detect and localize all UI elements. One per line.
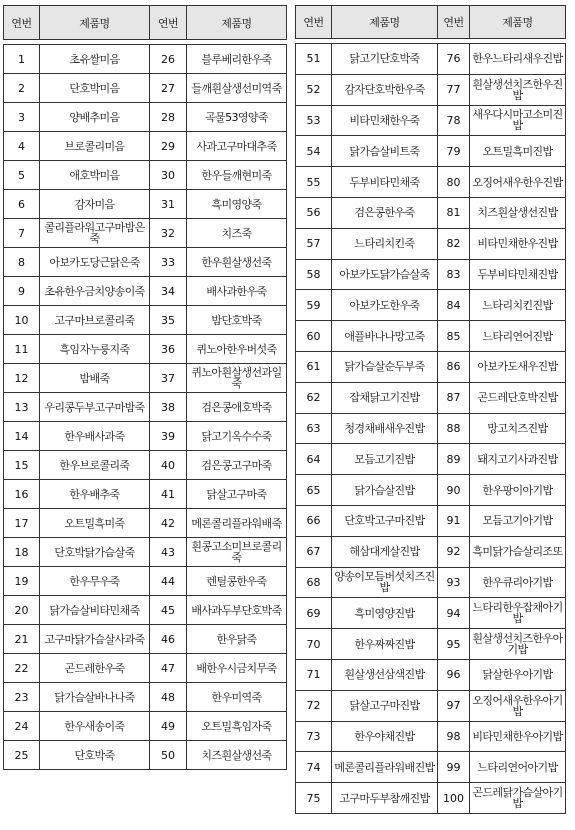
row-number: 85 xyxy=(438,321,470,352)
row-number: 33 xyxy=(150,248,187,277)
row-number: 100 xyxy=(438,783,470,814)
table-row xyxy=(296,690,566,721)
product-name: 닭살한우아기밥 xyxy=(470,659,566,690)
product-name: 치즈흰살생선죽 xyxy=(187,741,287,770)
row-number: 6 xyxy=(4,190,40,219)
table-row xyxy=(296,228,566,259)
product-name: 메론콜리플라워배죽 xyxy=(187,509,287,538)
table-row xyxy=(296,598,566,629)
table-row xyxy=(4,219,287,248)
table-row xyxy=(4,103,287,132)
row-number: 74 xyxy=(296,752,332,783)
row-number: 63 xyxy=(296,413,332,444)
row-number: 64 xyxy=(296,444,332,475)
row-number: 97 xyxy=(438,690,470,721)
header-no: 연번 xyxy=(438,6,470,39)
header-name: 제품명 xyxy=(470,6,566,39)
row-number: 21 xyxy=(4,625,40,654)
product-name: 흰살생선치즈한우진밥 xyxy=(470,74,566,105)
row-number: 83 xyxy=(438,259,470,290)
product-name: 닭고기옥수수죽 xyxy=(187,422,287,451)
row-number: 2 xyxy=(4,74,40,103)
product-name: 흰살생선삼색진밥 xyxy=(332,659,438,690)
table-row xyxy=(4,538,287,567)
row-number: 34 xyxy=(150,277,187,306)
product-name: 콜리플라워고구마밤은죽 xyxy=(40,219,150,248)
table-body xyxy=(4,40,287,770)
product-name: 오트밀흑미진밥 xyxy=(470,136,566,167)
product-name: 망고치즈진밥 xyxy=(470,413,566,444)
row-number: 98 xyxy=(438,721,470,752)
header-no: 연번 xyxy=(296,6,332,39)
row-number: 89 xyxy=(438,444,470,475)
product-name: 아보카도당근닭은죽 xyxy=(40,248,150,277)
product-name: 한우배추죽 xyxy=(40,480,150,509)
product-name: 양송이모듬버섯치즈진밥 xyxy=(332,567,438,598)
row-number: 72 xyxy=(296,690,332,721)
product-name: 모듬고기아기밥 xyxy=(470,505,566,536)
product-name: 초유한우금치양송이죽 xyxy=(40,277,150,306)
row-number: 17 xyxy=(4,509,40,538)
row-number: 73 xyxy=(296,721,332,752)
table-row xyxy=(4,364,287,393)
row-number: 57 xyxy=(296,228,332,259)
table-row xyxy=(4,161,287,190)
row-number: 90 xyxy=(438,475,470,506)
product-name: 한우브로콜리죽 xyxy=(40,451,150,480)
row-number: 24 xyxy=(4,712,40,741)
row-number: 18 xyxy=(4,538,40,567)
row-number: 40 xyxy=(150,451,187,480)
row-number: 25 xyxy=(4,741,40,770)
table-row xyxy=(4,451,287,480)
product-name: 흰콩고소미브로콜리죽 xyxy=(187,538,287,567)
row-number: 70 xyxy=(296,629,332,660)
row-number: 15 xyxy=(4,451,40,480)
product-name: 느타리연어진밥 xyxy=(470,321,566,352)
product-name: 양배추미음 xyxy=(40,103,150,132)
table-row xyxy=(296,351,566,382)
table-row xyxy=(296,536,566,567)
product-name: 배한우시금치무죽 xyxy=(187,654,287,683)
product-name: 곤드레닭가슴살아기밥 xyxy=(470,783,566,814)
row-number: 9 xyxy=(4,277,40,306)
product-name: 잡채닭고기진밥 xyxy=(332,382,438,413)
product-name: 닭살고구마죽 xyxy=(187,480,287,509)
row-number: 14 xyxy=(4,422,40,451)
row-number: 32 xyxy=(150,219,187,248)
product-name: 검은콩한우죽 xyxy=(332,197,438,228)
product-name: 느타리치킨죽 xyxy=(332,228,438,259)
product-name: 닭가슴살진밥 xyxy=(332,475,438,506)
product-name: 돼지고기사과진밥 xyxy=(470,444,566,475)
product-name: 닭가슴살바나나죽 xyxy=(40,683,150,712)
row-number: 99 xyxy=(438,752,470,783)
product-name: 아보카도닭가슴살죽 xyxy=(332,259,438,290)
product-name: 단호박닭가슴살죽 xyxy=(40,538,150,567)
table-row xyxy=(296,752,566,783)
row-number: 42 xyxy=(150,509,187,538)
product-name: 비타민채한우진밥 xyxy=(470,228,566,259)
row-number: 71 xyxy=(296,659,332,690)
row-number: 3 xyxy=(4,103,40,132)
table-row xyxy=(4,654,287,683)
product-name: 두부비타민채죽 xyxy=(332,167,438,198)
row-number: 35 xyxy=(150,306,187,335)
row-number: 86 xyxy=(438,351,470,382)
product-name: 고구마브로콜리죽 xyxy=(40,306,150,335)
table-row xyxy=(4,741,287,770)
row-number: 62 xyxy=(296,382,332,413)
table-row xyxy=(296,413,566,444)
product-name: 밤배죽 xyxy=(40,364,150,393)
product-name: 한우짜짜진밥 xyxy=(332,629,438,660)
table-row xyxy=(4,683,287,712)
product-name: 흑미영양진밥 xyxy=(332,598,438,629)
table-row xyxy=(4,509,287,538)
table-row xyxy=(296,629,566,660)
product-name: 고구마닭가슴살사과죽 xyxy=(40,625,150,654)
product-name: 애호박미음 xyxy=(40,161,150,190)
table-row xyxy=(296,321,566,352)
row-number: 7 xyxy=(4,219,40,248)
product-name: 퀴노아한우버섯죽 xyxy=(187,335,287,364)
row-number: 77 xyxy=(438,74,470,105)
product-name: 한우흰살생선죽 xyxy=(187,248,287,277)
product-name: 한우들깨현미죽 xyxy=(187,161,287,190)
product-name: 우리콩두부고구마밤죽 xyxy=(40,393,150,422)
row-number: 52 xyxy=(296,74,332,105)
table-row xyxy=(4,712,287,741)
table-row xyxy=(296,382,566,413)
product-name: 흑임자누룽지죽 xyxy=(40,335,150,364)
row-number: 75 xyxy=(296,783,332,814)
row-number: 16 xyxy=(4,480,40,509)
row-number: 38 xyxy=(150,393,187,422)
table-row xyxy=(4,277,287,306)
row-number: 94 xyxy=(438,598,470,629)
row-number: 8 xyxy=(4,248,40,277)
product-name: 브로콜리미음 xyxy=(40,132,150,161)
row-number: 61 xyxy=(296,351,332,382)
product-name: 퀴노아흰살생선과일죽 xyxy=(187,364,287,393)
row-number: 50 xyxy=(150,741,187,770)
table-row xyxy=(296,105,566,136)
row-number: 27 xyxy=(150,74,187,103)
row-number: 20 xyxy=(4,596,40,625)
product-name: 초유쌀미음 xyxy=(40,45,150,74)
product-name: 곡물53영양죽 xyxy=(187,103,287,132)
row-number: 23 xyxy=(4,683,40,712)
row-number: 54 xyxy=(296,136,332,167)
row-number: 46 xyxy=(150,625,187,654)
header-no: 연번 xyxy=(4,6,40,40)
row-number: 31 xyxy=(150,190,187,219)
product-name: 블루베리한우죽 xyxy=(187,45,287,74)
row-number: 13 xyxy=(4,393,40,422)
product-name: 오징어새우한우진밥 xyxy=(470,167,566,198)
product-name: 검은콩고구마죽 xyxy=(187,451,287,480)
row-number: 44 xyxy=(150,567,187,596)
product-name: 오트밀흑임자죽 xyxy=(187,712,287,741)
row-number: 78 xyxy=(438,105,470,136)
row-number: 80 xyxy=(438,167,470,198)
table-row xyxy=(296,505,566,536)
product-name: 아보카도한우죽 xyxy=(332,290,438,321)
row-number: 91 xyxy=(438,505,470,536)
product-name: 고구마두부참깨진밥 xyxy=(332,783,438,814)
product-name: 한우새송이죽 xyxy=(40,712,150,741)
row-number: 92 xyxy=(438,536,470,567)
product-name: 한우큐리아기밥 xyxy=(470,567,566,598)
row-number: 58 xyxy=(296,259,332,290)
table-row xyxy=(4,625,287,654)
row-number: 76 xyxy=(438,44,470,75)
row-number: 65 xyxy=(296,475,332,506)
table-row xyxy=(296,659,566,690)
product-name: 단호박죽 xyxy=(40,741,150,770)
product-name: 단호박고구마진밥 xyxy=(332,505,438,536)
row-number: 68 xyxy=(296,567,332,598)
product-name: 닭고기단호박죽 xyxy=(332,44,438,75)
header-no: 연번 xyxy=(150,6,187,40)
table-row xyxy=(296,783,566,814)
row-number: 96 xyxy=(438,659,470,690)
row-number: 22 xyxy=(4,654,40,683)
table-row xyxy=(296,475,566,506)
product-name: 오징어새우한우아기밥 xyxy=(470,690,566,721)
row-number: 66 xyxy=(296,505,332,536)
product-name: 메론콜리플라워배진밥 xyxy=(332,752,438,783)
row-number: 36 xyxy=(150,335,187,364)
row-number: 55 xyxy=(296,167,332,198)
product-name: 느타리한우잡채아기밥 xyxy=(470,598,566,629)
row-number: 28 xyxy=(150,103,187,132)
row-number: 79 xyxy=(438,136,470,167)
row-number: 10 xyxy=(4,306,40,335)
header-name: 제품명 xyxy=(40,6,150,40)
product-table-right xyxy=(295,5,566,814)
product-name: 비타민채한우죽 xyxy=(332,105,438,136)
product-name: 한우느타리새우진밥 xyxy=(470,44,566,75)
table-row xyxy=(296,444,566,475)
header-name: 제품명 xyxy=(187,6,287,40)
row-number: 45 xyxy=(150,596,187,625)
product-name: 비타민채한우아기밥 xyxy=(470,721,566,752)
product-name: 느타리치킨진밥 xyxy=(470,290,566,321)
table-body xyxy=(296,39,566,814)
product-name: 한우닭죽 xyxy=(187,625,287,654)
row-number: 26 xyxy=(150,45,187,74)
product-name: 아보카도새우진밥 xyxy=(470,351,566,382)
table-row xyxy=(296,74,566,105)
table-row xyxy=(4,45,287,74)
product-name: 닭가슴살비트죽 xyxy=(332,136,438,167)
product-name: 밤단호박죽 xyxy=(187,306,287,335)
table-row xyxy=(4,393,287,422)
row-number: 47 xyxy=(150,654,187,683)
row-number: 59 xyxy=(296,290,332,321)
product-name: 한우팡이아기밥 xyxy=(470,475,566,506)
product-name: 검은콩애호박죽 xyxy=(187,393,287,422)
row-number: 67 xyxy=(296,536,332,567)
table-row xyxy=(4,74,287,103)
row-number: 49 xyxy=(150,712,187,741)
product-name: 청경채배새우진밥 xyxy=(332,413,438,444)
row-number: 12 xyxy=(4,364,40,393)
table-row xyxy=(4,596,287,625)
product-name: 곤드레단호박진밥 xyxy=(470,382,566,413)
product-name: 닭가슴살순두부죽 xyxy=(332,351,438,382)
row-number: 93 xyxy=(438,567,470,598)
table-row xyxy=(296,290,566,321)
product-name: 배사과한우죽 xyxy=(187,277,287,306)
row-number: 11 xyxy=(4,335,40,364)
product-name: 치즈죽 xyxy=(187,219,287,248)
row-number: 51 xyxy=(296,44,332,75)
product-name: 사과고구마대추죽 xyxy=(187,132,287,161)
row-number: 56 xyxy=(296,197,332,228)
row-number: 60 xyxy=(296,321,332,352)
product-name: 해삼대게살진밥 xyxy=(332,536,438,567)
row-number: 41 xyxy=(150,480,187,509)
table-row xyxy=(296,44,566,75)
table-header-row xyxy=(296,6,566,39)
row-number: 82 xyxy=(438,228,470,259)
table-row xyxy=(296,567,566,598)
row-number: 53 xyxy=(296,105,332,136)
row-number: 84 xyxy=(438,290,470,321)
row-number: 95 xyxy=(438,629,470,660)
product-name: 감자단호박한우죽 xyxy=(332,74,438,105)
product-name: 흑미닭가슴살리조또 xyxy=(470,536,566,567)
table-header-row xyxy=(4,6,287,40)
row-number: 81 xyxy=(438,197,470,228)
table-row xyxy=(4,480,287,509)
table-row xyxy=(296,197,566,228)
row-number: 69 xyxy=(296,598,332,629)
product-name: 흑미영양죽 xyxy=(187,190,287,219)
table-row xyxy=(4,306,287,335)
product-name: 한우무우죽 xyxy=(40,567,150,596)
header-name: 제품명 xyxy=(332,6,438,39)
row-number: 19 xyxy=(4,567,40,596)
product-name: 흰살생선치즈한우아기밥 xyxy=(470,629,566,660)
product-name: 곤드레한우죽 xyxy=(40,654,150,683)
product-name: 모듬고기진밥 xyxy=(332,444,438,475)
product-name: 새우다시마고소미진밥 xyxy=(470,105,566,136)
row-number: 87 xyxy=(438,382,470,413)
table-row xyxy=(4,567,287,596)
product-name: 닭가슴살비타민채죽 xyxy=(40,596,150,625)
table-row xyxy=(4,335,287,364)
product-name: 한우배사과죽 xyxy=(40,422,150,451)
table-row xyxy=(296,167,566,198)
product-name: 닭살고구마진밥 xyxy=(332,690,438,721)
product-name: 한우미역죽 xyxy=(187,683,287,712)
row-number: 1 xyxy=(4,45,40,74)
table-row xyxy=(4,422,287,451)
product-name: 오트밀흑미죽 xyxy=(40,509,150,538)
product-name: 두부비타민채진밥 xyxy=(470,259,566,290)
row-number: 39 xyxy=(150,422,187,451)
table-row xyxy=(4,190,287,219)
product-name: 들깨흰살생선미역죽 xyxy=(187,74,287,103)
table-row xyxy=(4,248,287,277)
product-name: 애플바나나망고죽 xyxy=(332,321,438,352)
table-row xyxy=(4,132,287,161)
product-table-left xyxy=(3,5,287,770)
row-number: 30 xyxy=(150,161,187,190)
product-name: 배사과두부단호박죽 xyxy=(187,596,287,625)
table-row xyxy=(296,259,566,290)
product-name: 단호박미음 xyxy=(40,74,150,103)
row-number: 29 xyxy=(150,132,187,161)
row-number: 48 xyxy=(150,683,187,712)
table-row xyxy=(296,136,566,167)
row-number: 43 xyxy=(150,538,187,567)
product-name: 치즈흰살생선진밥 xyxy=(470,197,566,228)
row-number: 4 xyxy=(4,132,40,161)
product-name: 감자미음 xyxy=(40,190,150,219)
row-number: 88 xyxy=(438,413,470,444)
row-number: 5 xyxy=(4,161,40,190)
product-name: 한우야채진밥 xyxy=(332,721,438,752)
product-name: 렌틸콩한우죽 xyxy=(187,567,287,596)
table-row xyxy=(296,721,566,752)
product-name: 느타리연어아기밥 xyxy=(470,752,566,783)
row-number: 37 xyxy=(150,364,187,393)
